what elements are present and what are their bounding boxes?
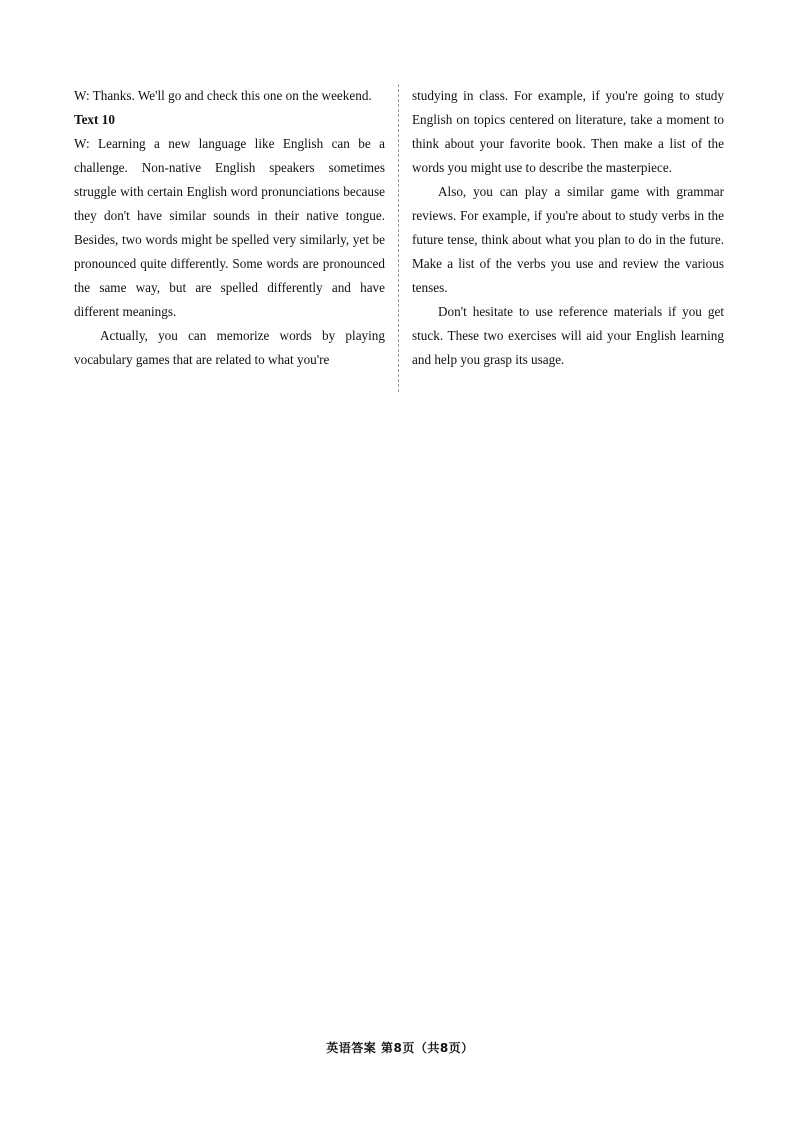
paragraph-1: W: Learning a new language like English can be a challenge. Non-native English speakers sometimes struggle with certain English word pronunciations because they don't have similar sounds in their native tongue. Besides, two words might be spelled very similarly, yet be pronounced quite differently. Some words are pronounced the same way, but are spelled differently and have different meanings. — [74, 136, 385, 319]
right-column — [412, 84, 724, 372]
paragraph-4: Don't hesitate to use reference materials if you get stuck. These two exercises will aid your English learning and help you grasp its usage. — [412, 304, 724, 367]
dialogue-line: W: Thanks. We'll go and check this one on the weekend. — [74, 88, 372, 103]
section-heading: Text 10 — [74, 112, 115, 127]
column-divider — [398, 84, 399, 392]
left-column — [74, 84, 385, 372]
paragraph-3: Also, you can play a similar game with grammar reviews. For example, if you're about to study verbs in the future tense, think about what you plan to do in the future. Make a list of the verbs you use and review the various tenses. — [412, 184, 724, 295]
paragraph-2-end: studying in class. For example, if you're going to study English on topics centered on literature, take a moment to think about your favorite book. Then make a list of the words you might use to describe the masterpiece. — [412, 88, 724, 175]
page-footer: 英语答案 第8页（共8页） — [326, 1041, 474, 1055]
paragraph-2-start: Actually, you can memorize words by playing vocabulary games that are related to what you're — [74, 328, 385, 367]
